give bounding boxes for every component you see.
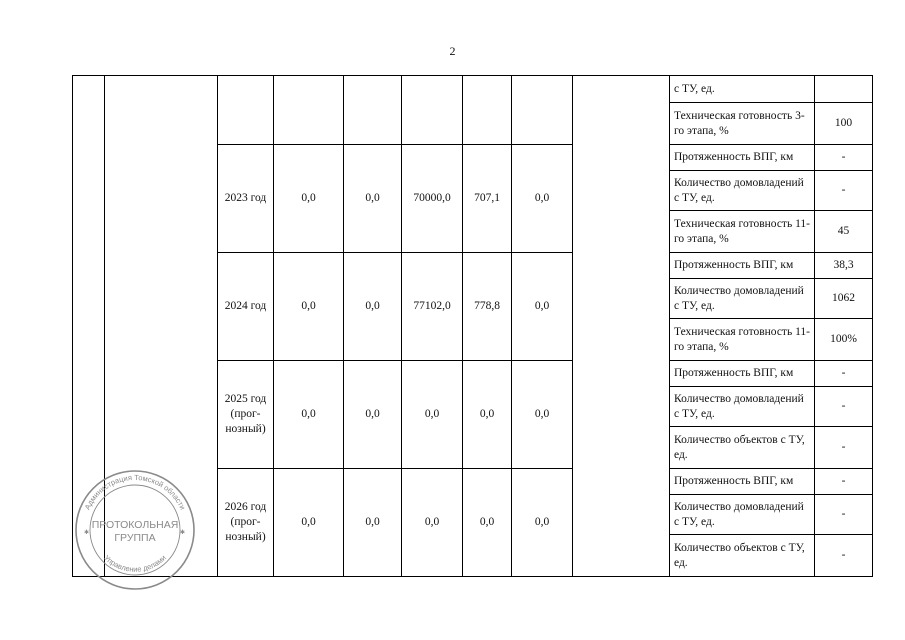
indicator-value: 45	[815, 211, 873, 253]
indicator-label: с ТУ, ед.	[670, 76, 815, 103]
indicator-value: -	[815, 427, 873, 469]
year-cell: 2023 год	[218, 145, 274, 253]
indicator-value	[815, 76, 873, 103]
value-cell: 0,0	[344, 469, 402, 577]
year-cell: 2026 год (прог-нозный)	[218, 469, 274, 577]
indicator-value: -	[815, 145, 873, 171]
indicator-label: Техническая готовность 3-го этапа, %	[670, 103, 815, 145]
indicator-label: Количество домовладений с ТУ, ед.	[670, 387, 815, 427]
value-cell: 0,0	[512, 361, 573, 469]
stamp-star-right-icon: ✱	[180, 529, 186, 536]
year-cell: 2025 год (прог-нозный)	[218, 361, 274, 469]
program-table	[72, 75, 873, 577]
value-cell: 0,0	[512, 253, 573, 361]
value-cell: 0,0	[344, 145, 402, 253]
year-cell: 2024 год	[218, 253, 274, 361]
executor-cell	[573, 76, 670, 577]
value-cell: 0,0	[402, 469, 463, 577]
value-cell: 778,8	[463, 253, 512, 361]
indicator-value: -	[815, 171, 873, 211]
value-cell	[402, 76, 463, 145]
value-cell: 0,0	[463, 361, 512, 469]
indicator-value: 100	[815, 103, 873, 145]
value-cell: 0,0	[344, 253, 402, 361]
indicator-value: 38,3	[815, 253, 873, 279]
indicator-value: -	[815, 495, 873, 535]
indicator-label: Техническая готовность 11-го этапа, %	[670, 319, 815, 361]
indicator-value: -	[815, 387, 873, 427]
value-cell: 0,0	[344, 361, 402, 469]
indicator-value: 1062	[815, 279, 873, 319]
indicator-label: Количество домовладений с ТУ, ед.	[670, 279, 815, 319]
value-cell: 0,0	[463, 469, 512, 577]
stamp-ring-text: Администрация Томской области	[82, 472, 188, 512]
value-cell: 0,0	[274, 361, 344, 469]
stamp-star-left-icon: ✱	[84, 529, 90, 536]
indicator-value: 100%	[815, 319, 873, 361]
value-cell	[344, 76, 402, 145]
indicator-label: Протяженность ВПГ, км	[670, 253, 815, 279]
value-cell: 707,1	[463, 145, 512, 253]
stamp-center-line2: ГРУППА	[114, 532, 156, 544]
indicator-label: Количество объектов с ТУ, ед.	[670, 535, 815, 577]
stamp-bottom-text: Управление делами	[102, 553, 168, 574]
number-cell	[73, 76, 105, 577]
year-cell	[218, 76, 274, 145]
value-cell: 70000,0	[402, 145, 463, 253]
indicator-label: Количество объектов с ТУ, ед.	[670, 427, 815, 469]
indicator-label: Количество домовладений с ТУ, ед.	[670, 495, 815, 535]
indicator-label: Количество домовладений с ТУ, ед.	[670, 171, 815, 211]
value-cell	[512, 76, 573, 145]
value-cell: 0,0	[274, 145, 344, 253]
event-name-cell	[105, 76, 218, 577]
value-cell: 0,0	[512, 469, 573, 577]
table-row	[73, 76, 873, 103]
stamp-center-line1: ПРОТОКОЛЬНАЯ	[91, 519, 179, 531]
value-cell: 0,0	[274, 253, 344, 361]
value-cell	[463, 76, 512, 145]
indicator-label: Протяженность ВПГ, км	[670, 469, 815, 495]
value-cell	[274, 76, 344, 145]
value-cell: 77102,0	[402, 253, 463, 361]
indicator-value: -	[815, 361, 873, 387]
value-cell: 0,0	[512, 145, 573, 253]
indicator-label: Протяженность ВПГ, км	[670, 145, 815, 171]
value-cell: 0,0	[402, 361, 463, 469]
indicator-label: Протяженность ВПГ, км	[670, 361, 815, 387]
value-cell: 0,0	[274, 469, 344, 577]
indicator-value: -	[815, 535, 873, 577]
page-number: 2	[449, 44, 456, 58]
indicator-value: -	[815, 469, 873, 495]
indicator-label: Техническая готовность 11-го этапа, %	[670, 211, 815, 253]
